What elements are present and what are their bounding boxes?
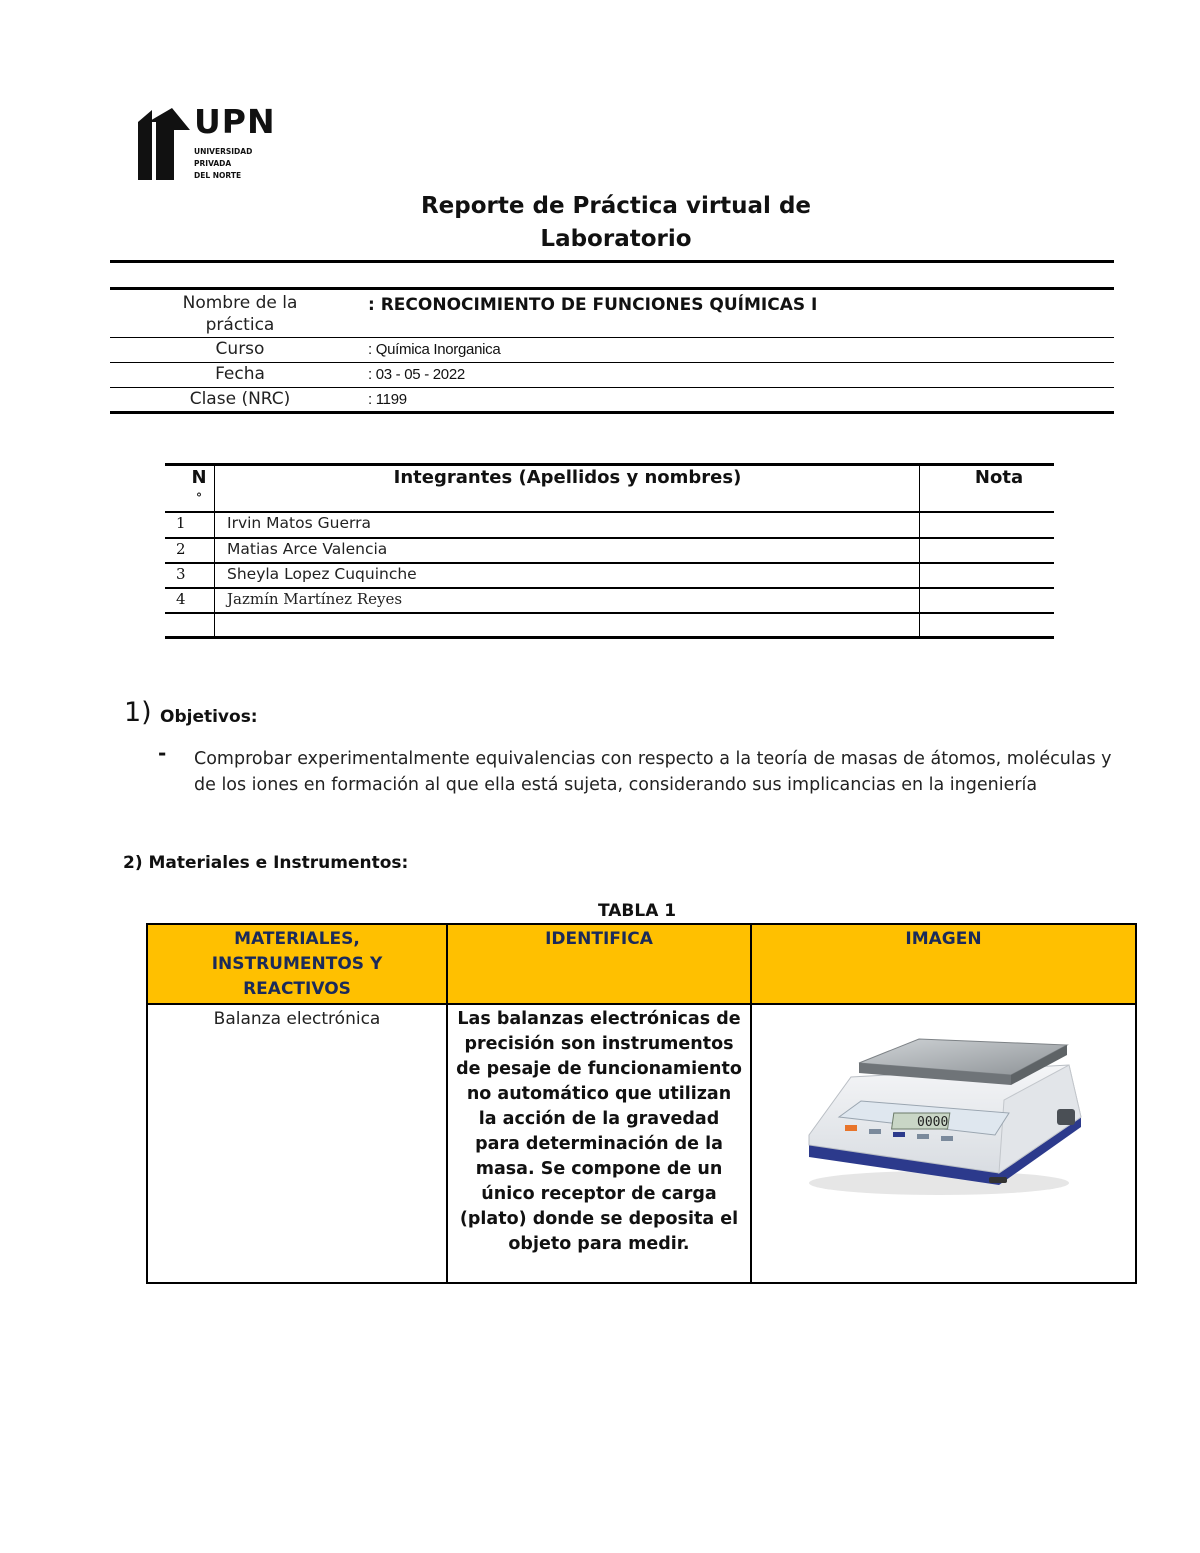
objective-text: Comprobar experimentalmente equivalencias con respecto a la teoría de masas de átomos, moléculas y de los iones en formación al que ella está sujeta, considerando sus implicancias en la ingeniería bbox=[194, 749, 1112, 795]
table-border bbox=[165, 612, 1054, 614]
materials-table bbox=[146, 923, 1137, 1284]
table-border bbox=[165, 537, 1054, 539]
logo-line-3: DEL NORTE bbox=[194, 171, 242, 180]
member-number: 2 bbox=[176, 540, 186, 558]
practice-value: : RECONOCIMIENTO DE FUNCIONES QUÍMICAS I bbox=[368, 295, 818, 315]
member-name: Jazmín Martínez Reyes bbox=[227, 590, 403, 608]
divider bbox=[110, 411, 1114, 414]
section-1-title: Objetivos: bbox=[160, 707, 258, 727]
report-title bbox=[0, 190, 1200, 256]
divider bbox=[110, 260, 1114, 263]
logo-line-1: UNIVERSIDAD bbox=[194, 147, 253, 156]
table-border bbox=[165, 587, 1054, 589]
class-label: Clase (NRC) bbox=[189, 389, 291, 409]
course-value: : Química Inorganica bbox=[368, 341, 501, 358]
table-border bbox=[214, 463, 215, 638]
table-caption: TABLA 1 bbox=[598, 901, 677, 921]
member-name: Irvin Matos Guerra bbox=[227, 514, 371, 532]
balance-display-reading: 0000 bbox=[917, 1115, 949, 1130]
member-name: Sheyla Lopez Cuquinche bbox=[227, 565, 417, 583]
col-header-names: Integrantes (Apellidos y nombres) bbox=[393, 467, 742, 488]
material-image-cell bbox=[751, 1004, 1136, 1283]
date-value: : 03 - 05 - 2022 bbox=[368, 366, 465, 383]
table-border bbox=[165, 562, 1054, 564]
section-2-title: 2) Materiales e Instrumentos: bbox=[123, 853, 409, 873]
report-title-line-1: Reporte de Práctica virtual de bbox=[420, 193, 812, 219]
material-description: Las balanzas electrónicas de precisión son instrumentos de pesaje de funcionamiento no automático que utilizan la acción de la gravedad para determinación de la masa. Se compone de un único receptor de carga (plato) donde se deposita el objeto para medir. bbox=[447, 1004, 751, 1283]
practice-label: Nombre de la práctica bbox=[182, 293, 298, 335]
material-name: Balanza electrónica bbox=[147, 1004, 447, 1283]
col-header-identifica: IDENTIFICA bbox=[447, 924, 751, 1004]
divider bbox=[110, 287, 1114, 290]
member-number: 4 bbox=[176, 590, 186, 608]
table-border bbox=[165, 636, 1054, 639]
upn-logo bbox=[132, 102, 276, 184]
course-label: Curso bbox=[215, 339, 265, 359]
class-value: : 1199 bbox=[368, 391, 407, 408]
bullet-dash: - bbox=[158, 741, 167, 765]
col-header-number: N ° bbox=[191, 467, 207, 505]
table-border bbox=[919, 463, 920, 638]
col-header-grade: Nota bbox=[974, 467, 1024, 488]
member-number: 3 bbox=[176, 565, 186, 583]
member-name: Matias Arce Valencia bbox=[227, 540, 388, 558]
upn-arrow-icon bbox=[132, 108, 190, 180]
table-border bbox=[165, 511, 1054, 513]
member-number: 1 bbox=[176, 514, 186, 532]
logo-brand: UPN bbox=[194, 102, 276, 141]
report-title-line-2: Laboratorio bbox=[540, 226, 692, 252]
electronic-balance-image bbox=[799, 1005, 1089, 1210]
col-header-imagen: IMAGEN bbox=[751, 924, 1136, 1004]
table-border bbox=[165, 463, 1054, 466]
col-header-materials: MATERIALES, INSTRUMENTOS Y REACTIVOS bbox=[147, 924, 447, 1004]
section-1-number: 1) bbox=[124, 697, 152, 728]
date-label: Fecha bbox=[215, 364, 265, 384]
logo-line-2: PRIVADA bbox=[194, 159, 232, 168]
